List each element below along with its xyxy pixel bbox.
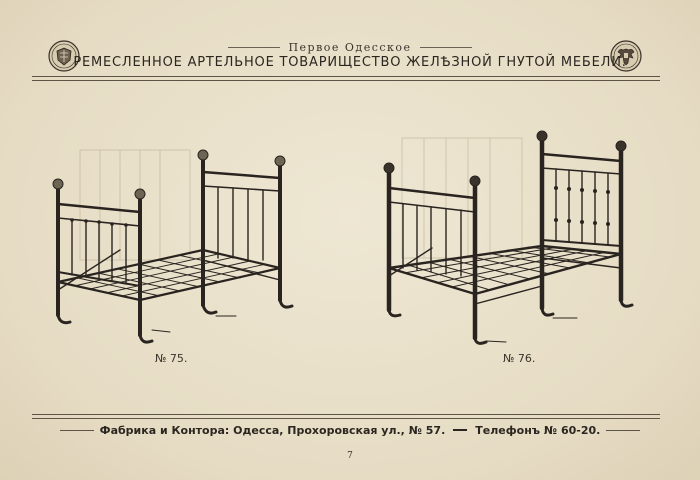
- pre-title-row: [0, 40, 700, 54]
- ornament-dash: [60, 430, 94, 431]
- footer-address-line: [0, 422, 700, 438]
- item-number-75: № 75.: [155, 352, 188, 365]
- separator-dash: [453, 429, 467, 431]
- ornament-dash: [420, 47, 472, 48]
- footer-phone: Телефонъ № 60-20.: [475, 423, 601, 437]
- bed-75-illustration: [40, 140, 310, 350]
- footer-double-rule: [32, 414, 660, 419]
- ornament-dash: [228, 47, 280, 48]
- header-double-rule: [32, 76, 660, 81]
- page-title: РЕМЕСЛЕННОЕ АРТЕЛЬНОЕ ТОВАРИЩЕСТВО ЖЕЛѢЗНОЙ ГНУТОЙ МЕБЕЛИ.: [73, 55, 627, 70]
- pre-title: Первое Одесское: [288, 40, 412, 54]
- item-number-76: № 76.: [503, 352, 536, 365]
- ornament-dash: [606, 430, 640, 431]
- footer-address: Фабрика и Контора: Одесса, Прохоровская ул., № 57.: [99, 423, 446, 437]
- page-number: 7: [347, 451, 353, 461]
- bed-76-illustration: [372, 128, 662, 350]
